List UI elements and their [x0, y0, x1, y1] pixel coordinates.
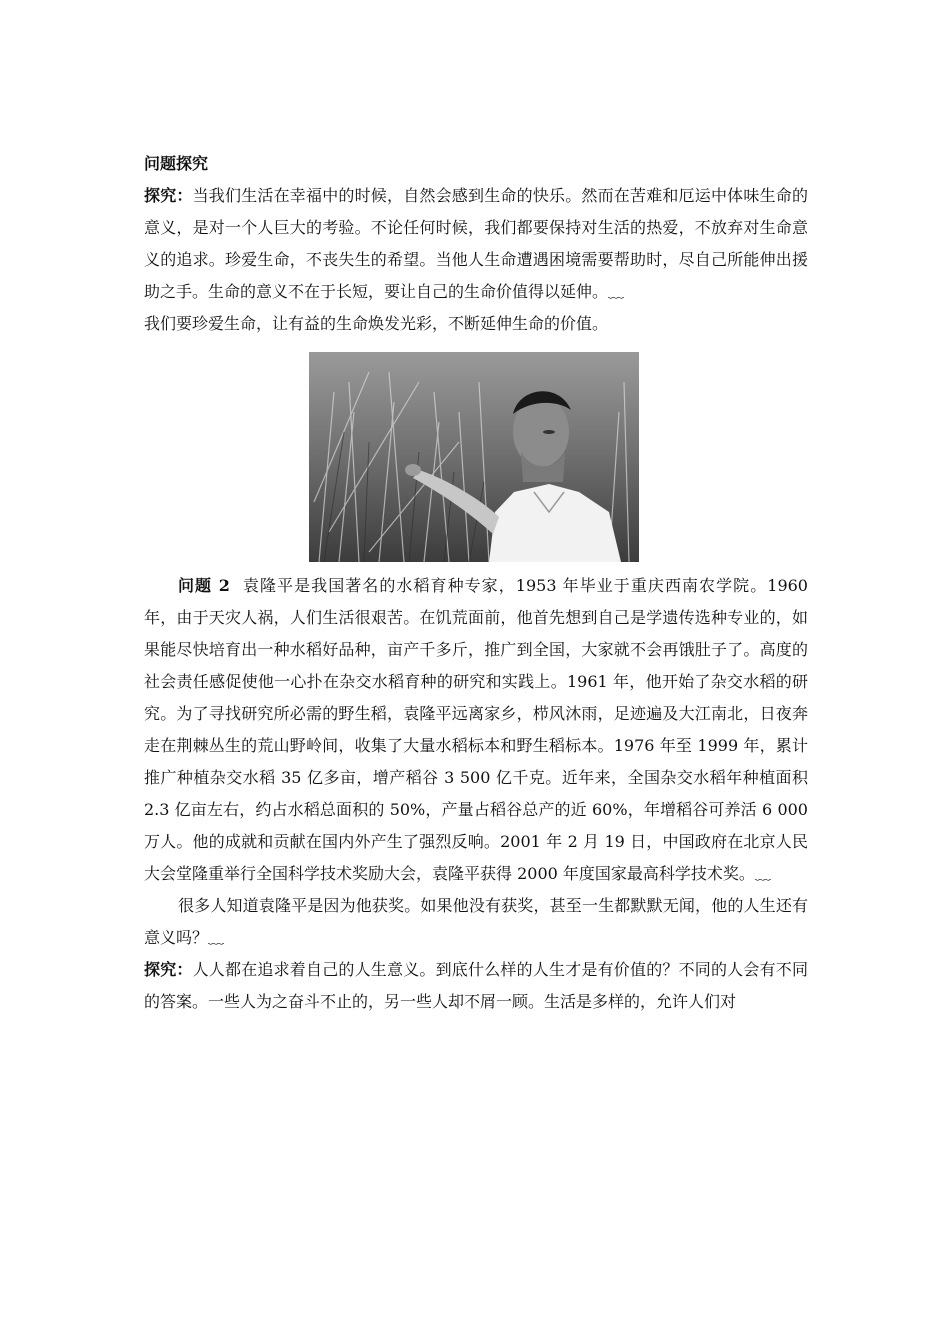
question-2-paragraph [144, 570, 808, 890]
document-body [144, 148, 808, 1018]
inquiry-paragraph-2 [144, 954, 808, 1018]
question-2-text: 袁隆平是我国著名的水稻育种专家，1953 年毕业于重庆西南农学院。1960 年，由于天灾人祸，人们生活很艰苦。在饥荒面前，他首先想到自己是学遗传选种专业的，如果能尽快培育出一种水稻好品种，亩产千多斤，推广到全国，大家就不会再饿肚子了。高度的社会责任感促使他一心扑在杂交水稻育种的研究和实践上。1961 年，他开始了杂交水稻的研究。为了寻找研究所必需的野生稻，袁隆平远离家乡，栉风沐雨，足迹遍及大江南北，日夜奔走在荆棘丛生的荒山野岭间，收集了大量水稻标本和野生稻标本。1976 年至 1999 年，累计推广种植杂交水稻 35 亿多亩，增产稻谷 3 500 亿千克。近年来，全国杂交水稻年种植面积 2.3 亿亩左右，约占水稻总面积的 50%，产量占稻谷总产的近 60%，年增稻谷可养活 6 000 万人。他的成就和贡献在国内外产生了强烈反响。2001 年 2 月 19 日，中国政府在北京人民大会堂隆重举行全国科学技术奖励大会，袁隆平获得 2000 年度国家最高科学技术奖。 [144, 576, 808, 883]
section-heading: 问题探究 [144, 154, 209, 173]
follow-up-text: 很多人知道袁隆平是因为他获奖。如果他没有获奖，甚至一生都默默无闻，他的人生还有意义吗？ [144, 896, 808, 947]
inquiry-paragraph-1-conclusion: 我们要珍爱生命，让有益的生命焕发光彩，不断延伸生命的价值。 [144, 314, 609, 333]
inquiry-text: 人人都在追求着自己的人生意义。到底什么样的人生才是有价值的？不同的人会有不同的答案。一些人为之奋斗不止的，另一些人却不屑一顾。生活是多样的，允许人们对 [144, 960, 808, 1011]
edit-mark: ﹏ [608, 282, 625, 301]
inquiry-label: 探究： [144, 960, 193, 979]
inquiry-text: 当我们生活在幸福中的时候，自然会感到生命的快乐。然而在苦难和厄运中体味生命的意义，是对一个人巨大的考验。不论任何时候，我们都要保持对生活的热爱，不放弃对生命意义的追求。珍爱生命，不丧失生的希望。当他人生命遭遇困境需要帮助时，尽自己所能伸出援助之手。生命的意义不在于长短，要让自己的生命价值得以延伸。 [144, 186, 808, 301]
question-label: 问题 2 [178, 576, 230, 595]
edit-mark: ﹏ [208, 928, 225, 947]
edit-mark: ﹏ [754, 864, 771, 883]
follow-up-question [144, 890, 808, 954]
inquiry-paragraph-1 [144, 180, 808, 308]
photo-yuan-longping [309, 352, 639, 562]
inquiry-label: 探究： [144, 186, 193, 205]
photo-icon [309, 352, 639, 562]
